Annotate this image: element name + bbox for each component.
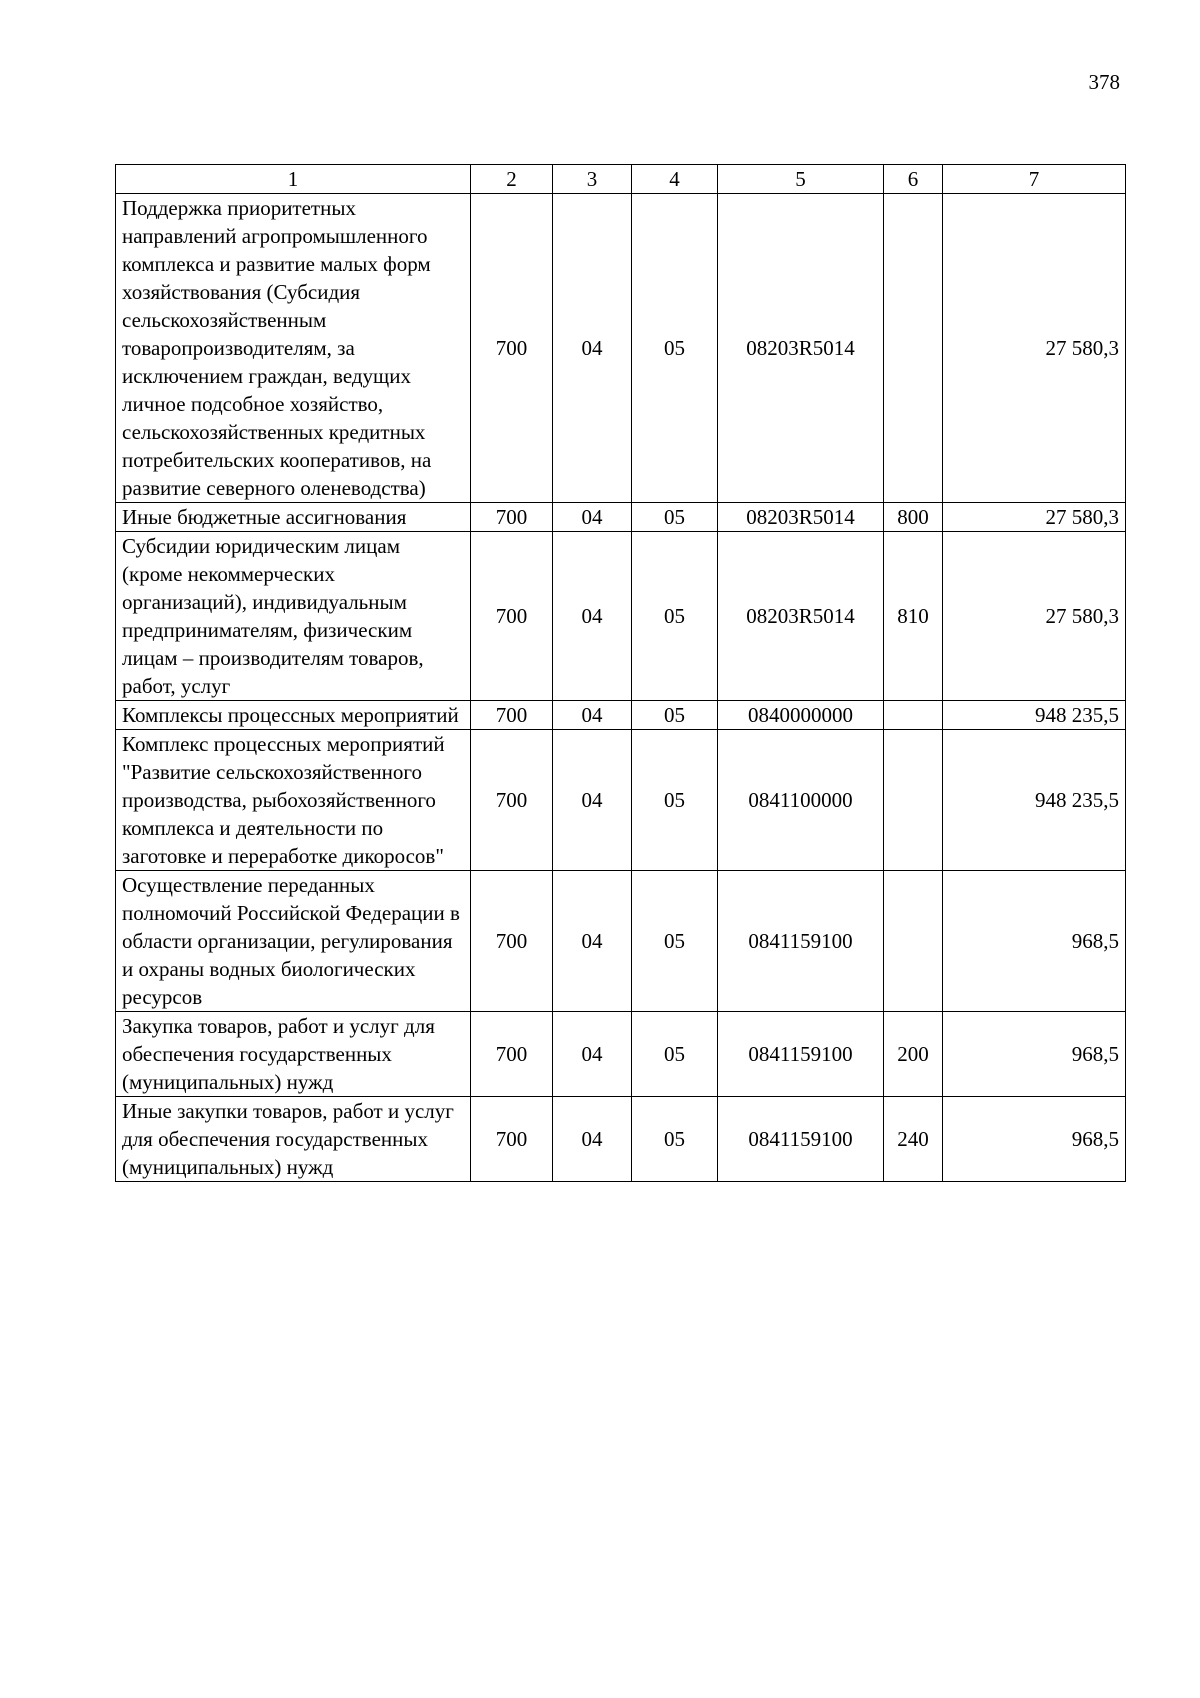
table-row — [116, 503, 1126, 532]
row-target-article-cell: 08203R5014 — [718, 532, 884, 701]
row-section-cell: 04 — [553, 503, 632, 532]
row-subsection-cell: 05 — [632, 532, 718, 701]
row-subsection-cell: 05 — [632, 1012, 718, 1097]
row-target-article-cell: 08203R5014 — [718, 194, 884, 503]
row-name-cell: Субсидии юридическим лицам (кроме некоммерческих организаций), индивидуальным предпринимателям, физическим лицам – производителям товаров, работ, услуг — [116, 532, 471, 701]
row-amount-cell: 27 580,3 — [943, 503, 1126, 532]
row-section-cell: 04 — [553, 1097, 632, 1182]
page-number: 378 — [1088, 70, 1120, 94]
budget-table — [115, 164, 1126, 1182]
table-row — [116, 701, 1126, 730]
row-expense-type-cell — [884, 701, 943, 730]
row-name-cell: Комплексы процессных мероприятий — [116, 701, 471, 730]
row-name-cell: Иные бюджетные ассигнования — [116, 503, 471, 532]
table-row — [116, 532, 1126, 701]
row-expense-type-cell — [884, 871, 943, 1012]
row-expense-type-cell — [884, 194, 943, 503]
header-cell: 2 — [471, 165, 553, 194]
header-cell: 7 — [943, 165, 1126, 194]
row-section-cell: 04 — [553, 730, 632, 871]
row-code-cell: 700 — [471, 730, 553, 871]
row-subsection-cell: 05 — [632, 701, 718, 730]
header-cell: 1 — [116, 165, 471, 194]
row-subsection-cell: 05 — [632, 1097, 718, 1182]
row-amount-cell: 968,5 — [943, 1012, 1126, 1097]
table-row — [116, 730, 1126, 871]
row-amount-cell: 27 580,3 — [943, 194, 1126, 503]
table-row — [116, 1097, 1126, 1182]
table-header-row — [116, 165, 1126, 194]
row-code-cell: 700 — [471, 1012, 553, 1097]
row-code-cell: 700 — [471, 871, 553, 1012]
table-row — [116, 194, 1126, 503]
row-name-cell: Иные закупки товаров, работ и услуг для обеспечения государственных (муниципальных) нужд — [116, 1097, 471, 1182]
row-target-article-cell: 08203R5014 — [718, 503, 884, 532]
row-name-cell: Комплекс процессных мероприятий "Развитие сельскохозяйственного производства, рыбохозяйственного комплекса и деятельности по заготовке и переработке дикоросов" — [116, 730, 471, 871]
row-name-cell: Закупка товаров, работ и услуг для обеспечения государственных (муниципальных) нужд — [116, 1012, 471, 1097]
row-code-cell: 700 — [471, 532, 553, 701]
header-cell: 5 — [718, 165, 884, 194]
row-expense-type-cell: 810 — [884, 532, 943, 701]
row-target-article-cell: 0841159100 — [718, 1097, 884, 1182]
row-section-cell: 04 — [553, 532, 632, 701]
row-section-cell: 04 — [553, 194, 632, 503]
row-code-cell: 700 — [471, 1097, 553, 1182]
row-target-article-cell: 0841159100 — [718, 871, 884, 1012]
row-code-cell: 700 — [471, 194, 553, 503]
row-name-cell: Поддержка приоритетных направлений агропромышленного комплекса и развитие малых форм хозяйствования (Субсидия сельскохозяйственным товаропроизводителям, за исключением граждан, ведущих личное подсобное хозяйство, сельскохозяйственных кредитных потребительских кооперативов, на развитие северного оленеводства) — [116, 194, 471, 503]
row-amount-cell: 948 235,5 — [943, 730, 1126, 871]
row-target-article-cell: 0841159100 — [718, 1012, 884, 1097]
row-expense-type-cell: 240 — [884, 1097, 943, 1182]
row-section-cell: 04 — [553, 701, 632, 730]
row-amount-cell: 948 235,5 — [943, 701, 1126, 730]
row-subsection-cell: 05 — [632, 871, 718, 1012]
row-subsection-cell: 05 — [632, 730, 718, 871]
header-cell: 6 — [884, 165, 943, 194]
row-expense-type-cell — [884, 730, 943, 871]
header-cell: 3 — [553, 165, 632, 194]
row-code-cell: 700 — [471, 503, 553, 532]
row-amount-cell: 968,5 — [943, 1097, 1126, 1182]
row-subsection-cell: 05 — [632, 503, 718, 532]
row-expense-type-cell: 800 — [884, 503, 943, 532]
row-amount-cell: 968,5 — [943, 871, 1126, 1012]
row-code-cell: 700 — [471, 701, 553, 730]
row-target-article-cell: 0840000000 — [718, 701, 884, 730]
row-subsection-cell: 05 — [632, 194, 718, 503]
table-row — [116, 1012, 1126, 1097]
header-cell: 4 — [632, 165, 718, 194]
row-section-cell: 04 — [553, 1012, 632, 1097]
row-name-cell: Осуществление переданных полномочий Российской Федерации в области организации, регулирования и охраны водных биологических ресурсов — [116, 871, 471, 1012]
row-expense-type-cell: 200 — [884, 1012, 943, 1097]
row-section-cell: 04 — [553, 871, 632, 1012]
row-target-article-cell: 0841100000 — [718, 730, 884, 871]
table-row — [116, 871, 1126, 1012]
row-amount-cell: 27 580,3 — [943, 532, 1126, 701]
